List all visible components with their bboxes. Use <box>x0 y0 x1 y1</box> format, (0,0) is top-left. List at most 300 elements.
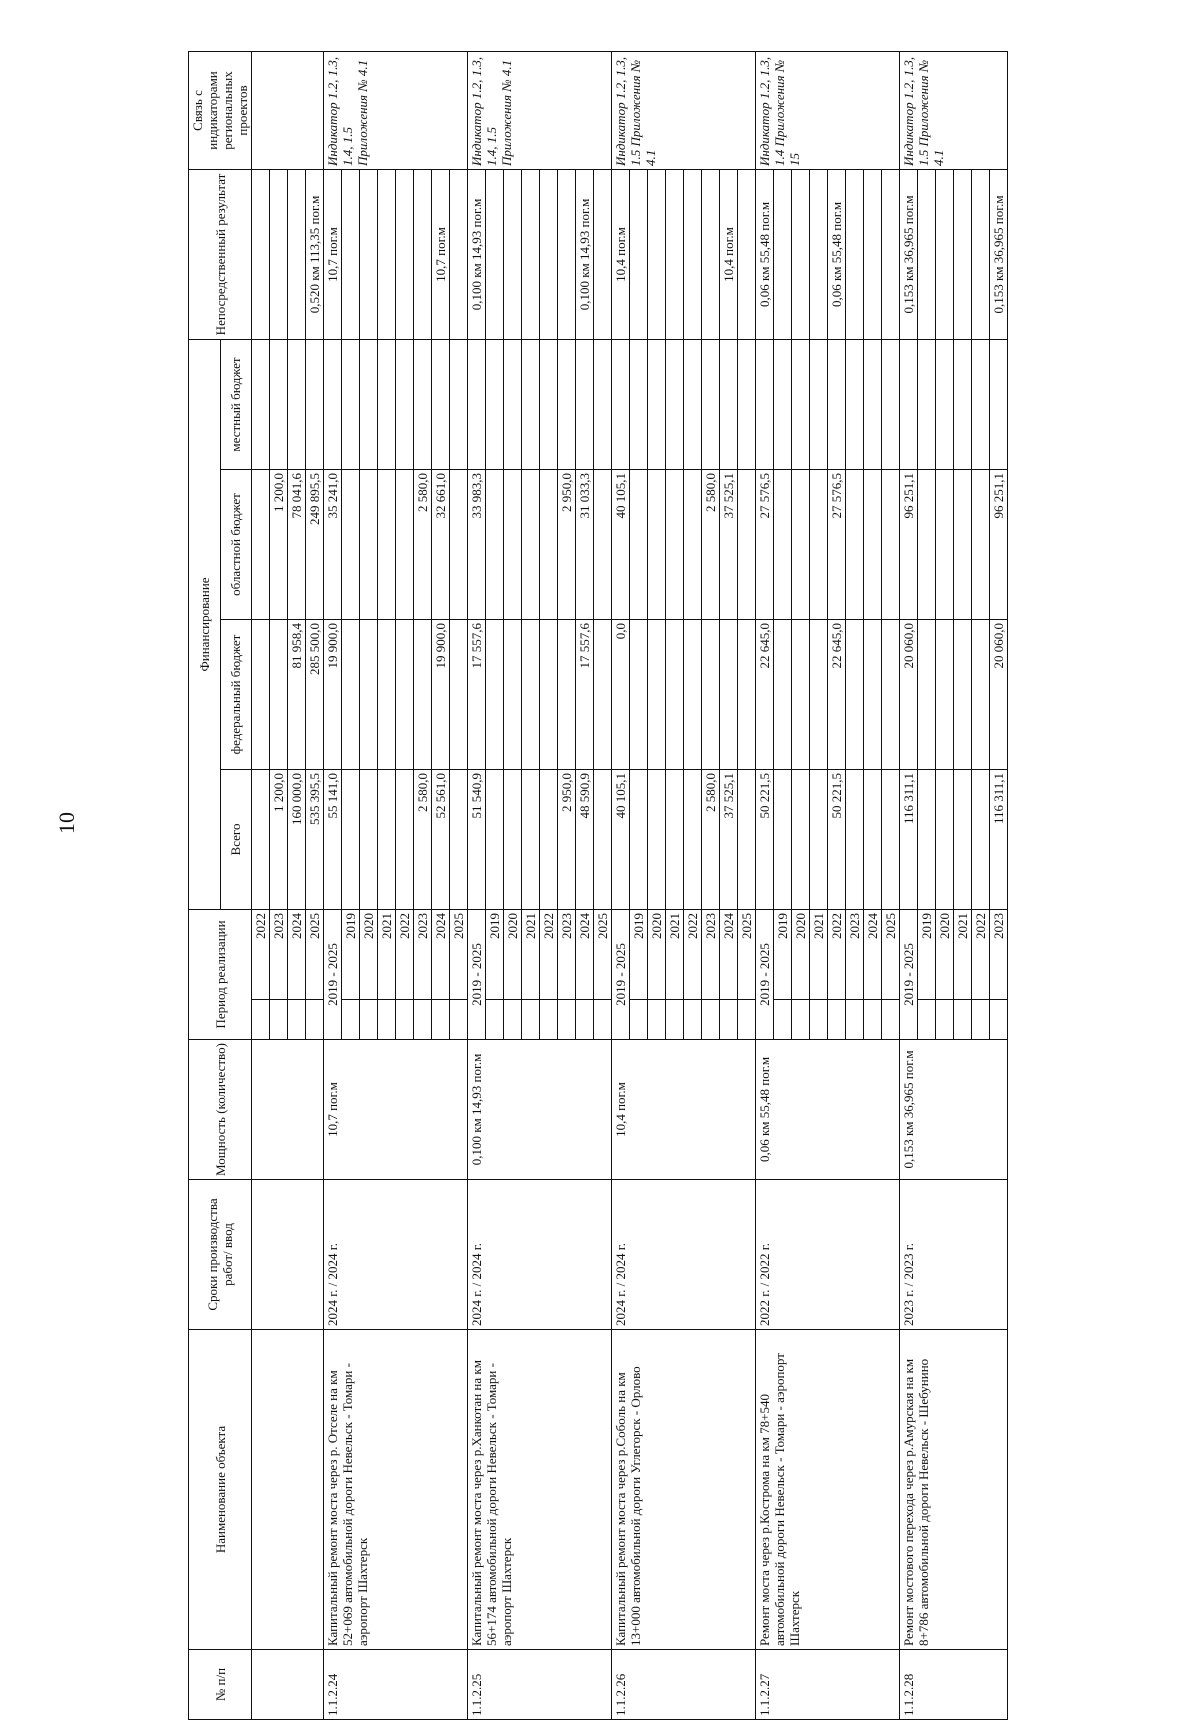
total-cell: 37 525,1 <box>720 769 738 909</box>
year-cell: 2023 <box>558 909 576 999</box>
regional-sum: 33 983,3 <box>468 469 486 619</box>
local-cell <box>828 339 846 469</box>
header-capacity: Мощность (количество) <box>189 1040 252 1180</box>
year-cell: 2022 <box>252 909 270 999</box>
object-row <box>468 51 486 1719</box>
result-cell <box>954 169 972 339</box>
year-cell: 2025 <box>306 909 324 999</box>
result-sum: 0,06 км 55,48 пог.м <box>756 169 774 339</box>
result-cell <box>486 169 504 339</box>
total-cell: 160 000,0 <box>288 769 306 909</box>
federal-cell <box>864 619 882 769</box>
local-cell <box>864 339 882 469</box>
blank-cell <box>594 1000 612 1040</box>
indicator-link: Индикатор 1.2, 1.3, 1.4 Приложения № 15 <box>756 51 900 169</box>
federal-cell: 285 500,0 <box>306 619 324 769</box>
table-body <box>252 51 1008 1719</box>
regional-cell <box>594 469 612 619</box>
total-sum: 51 540,9 <box>468 769 486 909</box>
regional-cell: 2 580,0 <box>702 469 720 619</box>
blank-cell <box>414 1000 432 1040</box>
local-sum <box>468 339 486 469</box>
indicator-link: Индикатор 1.2, 1.3, 1.5 Приложения № 4.1 <box>612 51 756 169</box>
result-cell: 0,100 км 14,93 пог.м <box>576 169 594 339</box>
year-cell: 2020 <box>936 909 954 999</box>
result-sum: 10,4 пог.м <box>612 169 630 339</box>
local-cell <box>378 339 396 469</box>
regional-cell <box>396 469 414 619</box>
local-cell <box>306 339 324 469</box>
regional-cell: 96 251,1 <box>990 469 1008 619</box>
regional-cell <box>666 469 684 619</box>
blank-cell <box>648 1000 666 1040</box>
blank-cell <box>918 1000 936 1040</box>
total-cell <box>504 769 522 909</box>
local-sum <box>756 339 774 469</box>
local-cell <box>810 339 828 469</box>
federal-cell <box>792 619 810 769</box>
object-terms: 2024 г. / 2024 г. <box>468 1180 612 1330</box>
blank-cell <box>270 1000 288 1040</box>
total-cell <box>666 769 684 909</box>
header-terms: Сроки производства работ/ ввод <box>189 1180 252 1330</box>
total-cell <box>774 769 792 909</box>
blank-cell <box>864 1000 882 1040</box>
federal-cell <box>540 619 558 769</box>
federal-cell <box>630 619 648 769</box>
result-sum: 10,7 пог.м <box>324 169 342 339</box>
cont-capacity-cell <box>252 1040 324 1180</box>
blank-cell <box>540 1000 558 1040</box>
local-cell <box>522 339 540 469</box>
total-cell <box>882 769 900 909</box>
total-cell <box>648 769 666 909</box>
year-cell: 2021 <box>666 909 684 999</box>
local-cell <box>774 339 792 469</box>
result-cell <box>918 169 936 339</box>
blank-cell <box>522 1000 540 1040</box>
year-cell: 2024 <box>864 909 882 999</box>
object-row <box>756 51 774 1719</box>
total-cell <box>252 769 270 909</box>
result-cell <box>558 169 576 339</box>
federal-sum: 22 645,0 <box>756 619 774 769</box>
total-cell <box>972 769 990 909</box>
local-cell <box>972 339 990 469</box>
object-capacity: 10,4 пог.м <box>612 1040 756 1180</box>
federal-sum: 20 060,0 <box>900 619 918 769</box>
local-cell <box>720 339 738 469</box>
federal-cell: 17 557,6 <box>576 619 594 769</box>
regional-cell <box>648 469 666 619</box>
federal-cell <box>954 619 972 769</box>
result-cell <box>846 169 864 339</box>
blank-cell <box>972 1000 990 1040</box>
total-sum: 55 141,0 <box>324 769 342 909</box>
blank-cell <box>306 1000 324 1040</box>
object-capacity: 10,7 пог.м <box>324 1040 468 1180</box>
result-cell <box>378 169 396 339</box>
total-cell <box>594 769 612 909</box>
header-local: местный бюджет <box>220 339 252 469</box>
federal-cell <box>720 619 738 769</box>
result-cell <box>810 169 828 339</box>
local-cell <box>684 339 702 469</box>
year-cell: 2024 <box>576 909 594 999</box>
result-cell <box>630 169 648 339</box>
local-cell <box>288 339 306 469</box>
result-cell <box>288 169 306 339</box>
header-result: Непосредственный результат <box>189 169 252 339</box>
object-terms: 2023 г. / 2023 г. <box>900 1180 1008 1330</box>
result-sum: 0,100 км 14,93 пог.м <box>468 169 486 339</box>
regional-cell <box>540 469 558 619</box>
result-cell <box>648 169 666 339</box>
header-num: № п/п <box>189 1650 252 1720</box>
total-cell <box>792 769 810 909</box>
regional-sum: 27 576,5 <box>756 469 774 619</box>
header-federal: федеральный бюджет <box>220 619 252 769</box>
year-cell: 2022 <box>828 909 846 999</box>
object-row <box>612 51 630 1719</box>
year-cell: 2021 <box>378 909 396 999</box>
result-cell: 0,06 км 55,48 пог.м <box>828 169 846 339</box>
federal-sum: 19 900,0 <box>324 619 342 769</box>
header-financing: Финансирование <box>189 339 221 909</box>
federal-cell: 20 060,0 <box>990 619 1008 769</box>
total-cell: 50 221,5 <box>828 769 846 909</box>
total-cell <box>540 769 558 909</box>
year-cell: 2024 <box>432 909 450 999</box>
regional-cell <box>810 469 828 619</box>
result-cell <box>864 169 882 339</box>
indicator-link: Индикатор 1.2, 1.3, 1.5 Приложения № 4.1 <box>900 51 1008 169</box>
cont-terms-cell <box>252 1180 324 1330</box>
blank-cell <box>360 1000 378 1040</box>
federal-cell <box>738 619 756 769</box>
object-capacity: 0,100 км 14,93 пог.м <box>468 1040 612 1180</box>
regional-cell <box>864 469 882 619</box>
object-number: 1.1.2.25 <box>468 1650 612 1720</box>
year-cell: 2024 <box>720 909 738 999</box>
year-cell: 2023 <box>702 909 720 999</box>
regional-cell <box>972 469 990 619</box>
local-cell <box>990 339 1008 469</box>
object-number: 1.1.2.26 <box>612 1650 756 1720</box>
regional-cell: 78 041,6 <box>288 469 306 619</box>
regional-cell <box>378 469 396 619</box>
header-period: Период реализации <box>189 909 252 1039</box>
blank-cell <box>558 1000 576 1040</box>
regional-cell <box>522 469 540 619</box>
regional-cell <box>774 469 792 619</box>
object-terms: 2024 г. / 2024 г. <box>612 1180 756 1330</box>
total-cell: 116 311,1 <box>990 769 1008 909</box>
regional-cell <box>630 469 648 619</box>
header-row-1 <box>189 51 221 1719</box>
result-cell <box>684 169 702 339</box>
year-cell: 2025 <box>882 909 900 999</box>
year-cell: 2019 <box>630 909 648 999</box>
federal-cell <box>774 619 792 769</box>
result-cell <box>342 169 360 339</box>
total-cell: 2 580,0 <box>702 769 720 909</box>
federal-cell <box>486 619 504 769</box>
federal-cell <box>252 619 270 769</box>
regional-cell <box>450 469 468 619</box>
local-sum <box>612 339 630 469</box>
header-total: Всего <box>220 769 252 909</box>
indicator-link: Индикатор 1.2, 1.3, 1.4, 1.5 Приложения № 4.1 <box>468 51 612 169</box>
local-cell <box>882 339 900 469</box>
indicator-link: Индикатор 1.2, 1.3, 1.4, 1.5 Приложения № 4.1 <box>324 51 468 169</box>
regional-sum: 40 105,1 <box>612 469 630 619</box>
federal-cell <box>378 619 396 769</box>
object-name: Капитальный ремонт моста через р.Ханкотан на км 56+174 автомобильной дороги Невельск - Томари - аэропорт Шахтерск <box>468 1330 612 1650</box>
total-cell <box>954 769 972 909</box>
local-cell <box>360 339 378 469</box>
federal-cell <box>666 619 684 769</box>
object-capacity: 0,06 км 55,48 пог.м <box>756 1040 900 1180</box>
local-cell <box>738 339 756 469</box>
blank-cell <box>954 1000 972 1040</box>
federal-cell <box>882 619 900 769</box>
total-cell <box>864 769 882 909</box>
year-cell: 2023 <box>846 909 864 999</box>
year-cell: 2023 <box>270 909 288 999</box>
total-cell: 52 561,0 <box>432 769 450 909</box>
object-terms: 2024 г. / 2024 г. <box>324 1180 468 1330</box>
result-cell <box>522 169 540 339</box>
regional-cell <box>936 469 954 619</box>
year-cell: 2022 <box>540 909 558 999</box>
total-cell <box>522 769 540 909</box>
period-range: 2019 - 2025 <box>756 909 774 1039</box>
regional-cell: 1 200,0 <box>270 469 288 619</box>
year-cell: 2020 <box>504 909 522 999</box>
cont-num-cell <box>252 1650 324 1720</box>
regional-cell <box>792 469 810 619</box>
federal-cell <box>648 619 666 769</box>
year-cell: 2020 <box>360 909 378 999</box>
blank-cell <box>342 1000 360 1040</box>
local-sum <box>324 339 342 469</box>
federal-cell <box>684 619 702 769</box>
result-cell <box>270 169 288 339</box>
financing-table <box>188 51 1008 1720</box>
blank-cell <box>792 1000 810 1040</box>
year-cell: 2019 <box>918 909 936 999</box>
local-cell <box>450 339 468 469</box>
regional-cell: 32 661,0 <box>432 469 450 619</box>
object-number: 1.1.2.24 <box>324 1650 468 1720</box>
object-capacity: 0,153 км 36,965 пог.м <box>900 1040 1008 1180</box>
total-sum: 40 105,1 <box>612 769 630 909</box>
object-row <box>324 51 342 1719</box>
federal-cell: 22 645,0 <box>828 619 846 769</box>
year-cell: 2021 <box>954 909 972 999</box>
blank-cell <box>702 1000 720 1040</box>
federal-cell: 81 958,4 <box>288 619 306 769</box>
year-cell: 2019 <box>342 909 360 999</box>
header-regional: областной бюджет <box>220 469 252 619</box>
total-cell <box>684 769 702 909</box>
year-cell: 2025 <box>450 909 468 999</box>
local-cell <box>396 339 414 469</box>
result-cell <box>666 169 684 339</box>
result-cell <box>882 169 900 339</box>
total-cell <box>936 769 954 909</box>
federal-cell <box>270 619 288 769</box>
result-cell <box>414 169 432 339</box>
blank-cell <box>738 1000 756 1040</box>
regional-cell <box>918 469 936 619</box>
local-cell <box>342 339 360 469</box>
blank-cell <box>828 1000 846 1040</box>
result-cell <box>360 169 378 339</box>
blank-cell <box>720 1000 738 1040</box>
total-cell <box>738 769 756 909</box>
regional-cell <box>846 469 864 619</box>
object-number: 1.1.2.28 <box>900 1650 1008 1720</box>
local-cell <box>432 339 450 469</box>
federal-cell <box>522 619 540 769</box>
total-sum: 116 311,1 <box>900 769 918 909</box>
total-cell: 2 580,0 <box>414 769 432 909</box>
object-number: 1.1.2.27 <box>756 1650 900 1720</box>
result-cell <box>702 169 720 339</box>
regional-cell <box>882 469 900 619</box>
year-cell: 2021 <box>810 909 828 999</box>
federal-cell <box>450 619 468 769</box>
total-cell: 535 395,5 <box>306 769 324 909</box>
regional-cell: 27 576,5 <box>828 469 846 619</box>
object-name: Ремонт мостового перехода через р.Амурская на км 8+786 автомобильной дороги Невельск - Шебунино <box>900 1330 1008 1650</box>
total-cell <box>630 769 648 909</box>
regional-cell <box>504 469 522 619</box>
year-cell: 2024 <box>288 909 306 999</box>
federal-cell <box>918 619 936 769</box>
result-cell <box>252 169 270 339</box>
year-cell: 2022 <box>396 909 414 999</box>
federal-sum: 0,0 <box>612 619 630 769</box>
object-name: Капитальный ремонт моста через р. Отселе на км 52+069 автомобильной дороги Невельск - Томари - аэропорт Шахтерск <box>324 1330 468 1650</box>
result-cell: 10,7 пог.м <box>432 169 450 339</box>
blank-cell <box>396 1000 414 1040</box>
federal-cell <box>396 619 414 769</box>
federal-cell <box>936 619 954 769</box>
blank-cell <box>936 1000 954 1040</box>
year-cell: 2021 <box>522 909 540 999</box>
blank-cell <box>288 1000 306 1040</box>
blank-cell <box>432 1000 450 1040</box>
period-range: 2019 - 2025 <box>612 909 630 1039</box>
local-cell <box>792 339 810 469</box>
rotated-table-sheet <box>188 52 1200 1720</box>
page-number: 10 <box>54 812 79 834</box>
table-row <box>252 51 270 1719</box>
object-row <box>900 51 918 1719</box>
period-range: 2019 - 2025 <box>468 909 486 1039</box>
federal-cell <box>504 619 522 769</box>
local-cell <box>666 339 684 469</box>
header-link: Связь с индикаторами региональных проектов <box>189 51 252 169</box>
federal-cell: 19 900,0 <box>432 619 450 769</box>
year-cell: 2020 <box>648 909 666 999</box>
object-name: Ремонт моста через р.Кострома на км 78+540 автомобильной дороги Невельск - Томари - аэропорт Шахтерск <box>756 1330 900 1650</box>
local-cell <box>846 339 864 469</box>
year-cell: 2022 <box>684 909 702 999</box>
regional-cell <box>738 469 756 619</box>
federal-sum: 17 557,6 <box>468 619 486 769</box>
result-cell <box>972 169 990 339</box>
result-cell <box>540 169 558 339</box>
regional-cell: 31 033,3 <box>576 469 594 619</box>
local-cell <box>630 339 648 469</box>
result-cell: 10,4 пог.м <box>720 169 738 339</box>
period-range: 2019 - 2025 <box>324 909 342 1039</box>
local-cell <box>594 339 612 469</box>
result-cell <box>792 169 810 339</box>
federal-cell <box>594 619 612 769</box>
result-cell <box>738 169 756 339</box>
regional-cell <box>252 469 270 619</box>
regional-cell: 2 950,0 <box>558 469 576 619</box>
local-cell <box>648 339 666 469</box>
regional-cell <box>684 469 702 619</box>
result-cell <box>936 169 954 339</box>
total-cell <box>396 769 414 909</box>
result-cell <box>504 169 522 339</box>
year-cell: 2025 <box>738 909 756 999</box>
year-cell: 2019 <box>486 909 504 999</box>
object-name: Капитальный ремонт моста через р.Соболь на км 13+000 автомобильной дороги Углегорск - Орлово <box>612 1330 756 1650</box>
year-cell: 2022 <box>972 909 990 999</box>
blank-cell <box>684 1000 702 1040</box>
blank-cell <box>810 1000 828 1040</box>
total-cell: 2 950,0 <box>558 769 576 909</box>
federal-cell <box>846 619 864 769</box>
result-cell: 0,153 км 36,965 пог.м <box>990 169 1008 339</box>
blank-cell <box>666 1000 684 1040</box>
blank-cell <box>450 1000 468 1040</box>
total-cell <box>486 769 504 909</box>
cont-name-cell <box>252 1330 324 1650</box>
local-cell <box>504 339 522 469</box>
result-cell <box>450 169 468 339</box>
regional-cell: 37 525,1 <box>720 469 738 619</box>
federal-cell <box>810 619 828 769</box>
local-cell <box>954 339 972 469</box>
year-cell: 2023 <box>414 909 432 999</box>
total-cell <box>810 769 828 909</box>
blank-cell <box>504 1000 522 1040</box>
cont-link-cell <box>252 51 324 169</box>
total-cell: 1 200,0 <box>270 769 288 909</box>
total-cell <box>450 769 468 909</box>
regional-sum: 35 241,0 <box>324 469 342 619</box>
regional-sum: 96 251,1 <box>900 469 918 619</box>
regional-cell: 249 895,5 <box>306 469 324 619</box>
result-cell <box>396 169 414 339</box>
total-cell <box>378 769 396 909</box>
federal-cell <box>558 619 576 769</box>
federal-cell <box>360 619 378 769</box>
total-cell <box>918 769 936 909</box>
result-cell <box>594 169 612 339</box>
result-cell: 0,520 км 113,35 пог.м <box>306 169 324 339</box>
local-cell <box>918 339 936 469</box>
